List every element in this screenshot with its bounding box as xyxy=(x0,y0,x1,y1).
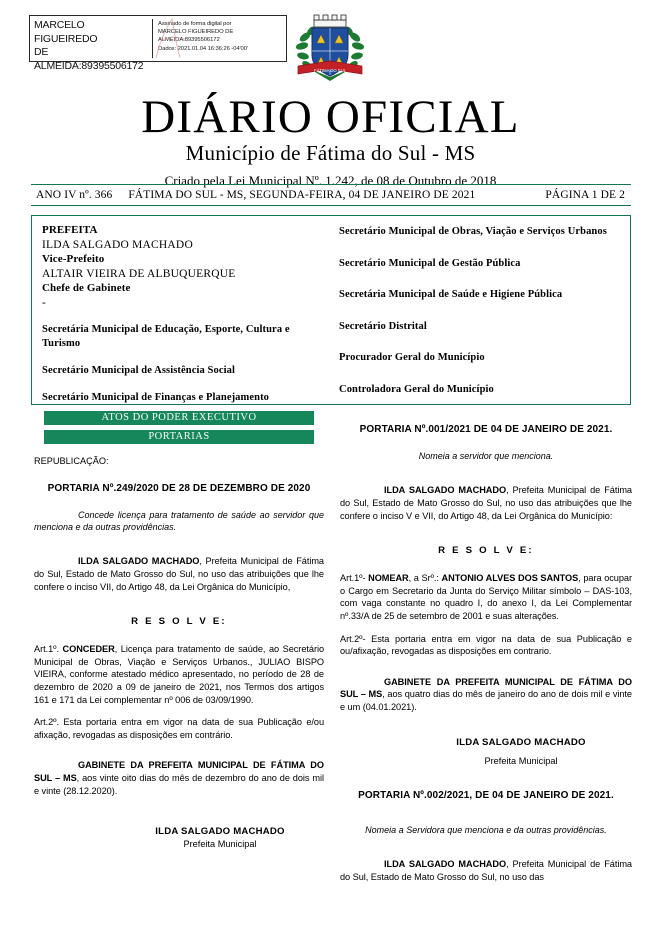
portaria-249-gabinete xyxy=(34,759,324,797)
preamble-text: , Prefeita Municipal de Fátima do Sul, Estado de Mato Grosso do Sul, no uso das atribuições que lhe confere o inciso V e VII, do Artigo 48, da Lei Orgânica do Município: xyxy=(340,485,632,521)
official-role-prefeita: PREFEITA xyxy=(42,224,98,236)
masthead-law-reference: Criado pela Lei Municipal Nº. 1.242, de 08 de Outubro de 2018 xyxy=(164,173,497,188)
issue-date: FÁTIMA DO SUL - MS, SEGUNDA-FEIRA, 04 DE JANEIRO DE 2021 xyxy=(128,189,476,201)
masthead xyxy=(0,92,661,189)
signature-detail-line-1: Assinado de forma digital por xyxy=(158,21,232,27)
page-title: DIÁRIO OFICIAL xyxy=(141,91,520,143)
digital-signature-stamp xyxy=(29,15,287,72)
art1-verb: NOMEAR xyxy=(368,573,409,584)
portaria-001-resolve-label: R E S O L V E: xyxy=(438,545,534,557)
art1-prefix: Art.1º. xyxy=(34,644,63,655)
svg-text:FÁTIMA DO SUL: FÁTIMA DO SUL xyxy=(314,68,346,73)
official-role-vice-prefeito: Vice-Prefeito xyxy=(42,253,105,265)
art1-verb: CONCEDER xyxy=(62,644,115,655)
portaria-249-art1 xyxy=(34,643,324,706)
official-name-prefeita: ILDA SALGADO MACHADO xyxy=(42,238,193,251)
portaria-249-preamble xyxy=(34,555,324,593)
portaria-001-title: PORTARIA Nº.001/2021 DE 04 DE JANEIRO DE 2021. xyxy=(359,424,613,435)
art1-person-name: ANTONIO ALVES DOS SANTOS xyxy=(441,573,579,584)
official-secretario-distrital: Secretário Distrital xyxy=(339,320,427,332)
official-secretario-financas: Secretário Municipal de Finanças e Planejamento xyxy=(42,392,270,403)
issue-info-bar xyxy=(31,184,631,206)
portaria-002-title: PORTARIA Nº.002/2021, DE 04 DE JANEIRO DE 2021. xyxy=(358,789,614,801)
signer-name: ILDA SALGADO MACHADO xyxy=(456,736,586,748)
gabinete-body: , aos vinte oito dias do mês de dezembro do ano de dois mil e vinte (28.12.2020). xyxy=(34,772,324,796)
official-secretaria-saude: Secretária Municipal de Saúde e Higiene Pública xyxy=(339,289,563,300)
signature-holder-line-1: MARCELO FIGUEIREDO xyxy=(34,19,98,45)
art1-prefix: Art.1º- xyxy=(340,573,369,584)
officials-left-column xyxy=(32,216,327,404)
gabinete-heading: GABINETE DA PREFEITA MUNICIPAL DE FÁTIMA DO SUL – MS xyxy=(34,760,324,783)
signer-name: ILDA SALGADO MACHADO xyxy=(155,826,285,838)
officials-box xyxy=(31,215,631,405)
signature-detail-line-2: MARCELO FIGUEIREDO DE xyxy=(158,29,234,36)
signature-holder-line-3: ALMEIDA:89395506172 xyxy=(34,59,144,72)
official-controladora-geral: Controladora Geral do Município xyxy=(339,383,494,395)
official-secretaria-educacao: Secretária Municipal de Educação, Esporte, Cultura e Turismo xyxy=(42,324,290,349)
page-indicator: PÁGINA 1 DE 2 xyxy=(545,189,625,201)
art1-body: , para ocupar o Cargo em Secretario da Junta do Serviço Militar símbolo – DAS-103, com vaga constante no quadro I, do anexo I, da Lei Complementar nº.33/A de 25 de setembro de 2001 e suas alterações. xyxy=(340,573,632,621)
portaria-249-signature xyxy=(34,825,324,850)
portaria-249-resolve-label: R E S O L V E: xyxy=(131,616,227,628)
portaria-002-ementa: Nomeia a Servidora que menciona e da outras providências. xyxy=(365,824,607,835)
portaria-001-signature xyxy=(340,736,632,767)
republicacao-label: REPUBLICAÇÃO: xyxy=(34,456,109,466)
signer-role: Prefeita Municipal xyxy=(484,755,558,766)
portaria-001-art1 xyxy=(340,572,632,622)
gabinete-heading: GABINETE DA PREFEITA MUNICIPAL DE FÁTIMA DO SUL – MS xyxy=(340,676,632,700)
issue-number: ANO IV nº. 366 xyxy=(36,189,113,201)
official-secretario-assistencia-social: Secretário Municipal de Assistência Social xyxy=(42,365,235,376)
preamble-text: , Prefeita Municipal de Fátima do Sul, Estado de Mato Grosso do Sul, no uso das atribuições que lhe confere o inciso VII, do Artigo 48, da Lei Orgânica do Município, xyxy=(34,556,324,592)
signature-holder xyxy=(30,16,152,72)
signer-role: Prefeita Municipal xyxy=(183,839,257,850)
signature-detail-line-3: ALMEIDA:89395506172 xyxy=(158,37,220,44)
official-secretario-gestao-publica: Secretário Municipal de Gestão Pública xyxy=(339,257,521,269)
portaria-249-art2: Art.2º. Esta portaria entra em vigor na data de sua Publicação e/ou afixação, revogadas as disposições em contrário. xyxy=(34,717,324,740)
official-secretario-obras: Secretário Municipal de Obras, Viação e Serviços Urbanos xyxy=(339,226,607,237)
portaria-001-art2: Art.2º- Esta portaria entra em vigor na data de sua Publicação e ou/afixação, revogadas as disposições em contrario. xyxy=(340,633,632,657)
portaria-249-title: PORTARIA Nº.249/2020 DE 28 DE DEZEMBRO DE 2020 xyxy=(47,482,311,494)
official-role-chefe-gabinete: Chefe de Gabinete xyxy=(42,282,131,294)
signature-holder-line-2: DE xyxy=(34,46,49,58)
art1-body: , Licença para tratamento de saúde, ao Secretário Municipal de Obras, Viação e Serviços Urbanos., JULIAO BISPO VIEIRA, conforme atestado médico apresentado, no período de 28 de dezembro de 2020 a 09 de janeiro de 2021, nos Termos dos artigos 161 e 171 da Lei complementar nº 006 de 03/09/1990. xyxy=(34,644,324,705)
municipal-coat-of-arms-icon xyxy=(292,11,368,89)
official-procurador-geral: Procurador Geral do Município xyxy=(339,352,485,363)
portaria-001-preamble xyxy=(340,484,632,522)
preamble-signer-name: ILDA SALGADO MACHADO xyxy=(384,858,507,869)
section-banner-portarias: PORTARIAS xyxy=(44,430,314,444)
official-name-vice-prefeito: ALTAIR VIEIRA DE ALBUQUERQUE xyxy=(42,267,236,280)
right-text-column xyxy=(340,423,632,883)
portaria-001-gabinete xyxy=(340,676,632,714)
art1-mid: , a Srº.: xyxy=(408,573,442,584)
portaria-249-ementa: Concede licença para tratamento de saúde ao servidor que menciona e da outras providências. xyxy=(34,509,324,532)
preamble-signer-name: ILDA SALGADO MACHADO xyxy=(384,485,507,496)
preamble-signer-name: ILDA SALGADO MACHADO xyxy=(78,556,200,567)
officials-right-column xyxy=(327,216,630,404)
preamble-text: , Prefeita Municipal de Fátima do Sul, Estado de Mato Grosso do Sul, no uso das xyxy=(340,858,632,882)
portaria-002-preamble xyxy=(340,858,632,883)
section-banner-atos-poder-executivo: ATOS DO PODER EXECUTIVO xyxy=(44,411,314,425)
gabinete-body: , aos quatro dias do mês de janeiro do ano de dois mil e vinte e um (04.01.2021). xyxy=(340,689,632,712)
official-name-chefe-gabinete: - xyxy=(42,296,47,309)
signature-detail-line-4: Dados: 2021.01.04 16:36:26 -04'00' xyxy=(158,45,248,52)
left-text-column xyxy=(34,455,324,850)
masthead-subtitle: Município de Fátima do Sul - MS xyxy=(185,141,476,165)
portaria-001-ementa: Nomeia a servidor que menciona. xyxy=(418,451,554,461)
signature-details xyxy=(153,16,286,61)
